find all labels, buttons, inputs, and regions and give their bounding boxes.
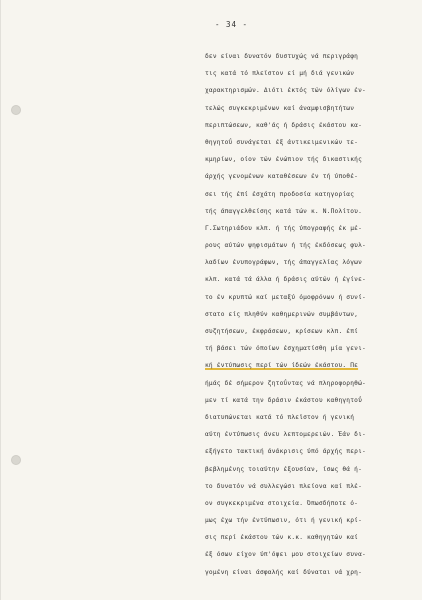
punch-hole-mark — [11, 105, 21, 115]
text-line: εξήγετο τακτική άνάκρισις ύπό άρχής περι- — [205, 448, 366, 456]
text-line: δεν είναι δυνατόν δυστυχώς νά περιγράφη — [205, 53, 359, 60]
text-line: το δυνατόν νά συλλεγώσι πλείονα καί πλέ- — [205, 482, 363, 490]
text-line: διατυπώνεται κατά τό πλεϊστον ή γενική — [205, 413, 355, 421]
text-line: Γ.Σωτηριάδου κλπ. ή τής ύπογραφής έκ μέ- — [205, 224, 363, 232]
text-line: κμηρίων, οίον τών ένώπιον τής δικαστικής — [205, 156, 363, 164]
text-line: λαδίων ένυπογράφων, τής άπαγγελίας λόγων — [205, 259, 363, 267]
punch-hole-mark — [11, 455, 21, 465]
text-line: τις κατά τό πλεϊστον εί μή διά γενικών — [205, 70, 355, 78]
text-line: βεβλημένης τοιαύτην έξουσίαν, ίσως θά ή- — [205, 465, 363, 473]
text-line: συζητήσεων, έκφράσεων, κρίσεων κλπ. έπί — [205, 328, 359, 335]
text-line: ήμάς δέ σήμερον ζητοΰντας νά πληροφορηθώ- — [205, 379, 366, 387]
text-line: έξ όσων είχον ύπ'όψει μου στοιχείων συνα- — [205, 551, 366, 559]
page-number: - 34 - — [214, 20, 249, 29]
typed-text-block — [205, 48, 409, 581]
text-line: άρχής γενομένων καταθέσεων έν τή ύποθέ- — [205, 173, 359, 181]
text-line: σις περί έκάστου τών κ.κ. καθηγητών καί — [205, 534, 359, 542]
text-line: αύτη έντύπωσις άνευ λεπτομερειών. Έάν δι- — [205, 431, 366, 439]
text-line: τή βάσει τών όποίων έσχηματίσθη μία γενι- — [205, 345, 366, 353]
text-line: τής άπαγγελθείσης κατά τών κ. Ν.Πολίτου. — [205, 207, 363, 215]
text-line: ον συγκεκριμένα στοιχεία. Όπωσδήποτε ό- — [205, 499, 359, 507]
text-line: το έν κρυπτώ καί μεταξύ όμοφρόνων ή συνί- — [205, 293, 366, 301]
text-line: ρους αύτών ψηφισμάτων ή τής έκδόσεως φυλ- — [205, 242, 366, 250]
text-line: θηγητοΰ συνάγεται έξ άντικειμενικών τε- — [205, 138, 359, 146]
text-line: σει τής έπί έσχάτη προδοσία κατηγορίας — [205, 190, 355, 198]
text-line: χαρακτηρισμών. Διότι έκτός τών όλίγων έν- — [205, 87, 366, 95]
text-line: περιπτώσεων, καθ'άς ή δράσις έκάστου κα- — [205, 121, 363, 129]
text-line: μως έχω τήν έντύπωσιν, ότι ή γενική κρί- — [205, 517, 363, 525]
text-line: κλπ. κατά τά άλλα ή δράσις αύτών ή έγίνε- — [205, 276, 366, 284]
text-line: τελώς συγκεκριμένων καί άναμφισβητήτων — [205, 104, 355, 112]
text-line: γομένη είναι άσφαλής καί δύναται νά χρη- — [205, 568, 363, 576]
highlighted-text-line: κή έντύπωσις περί τών ίδεών έκάστου. Πε — [205, 362, 359, 370]
text-line: στατο είς πληθύν καθημερινών συμβάντων, — [205, 310, 359, 318]
text-line: μεν τί κατά την δράσιν έκάστου καθηγητοΰ — [205, 396, 363, 404]
